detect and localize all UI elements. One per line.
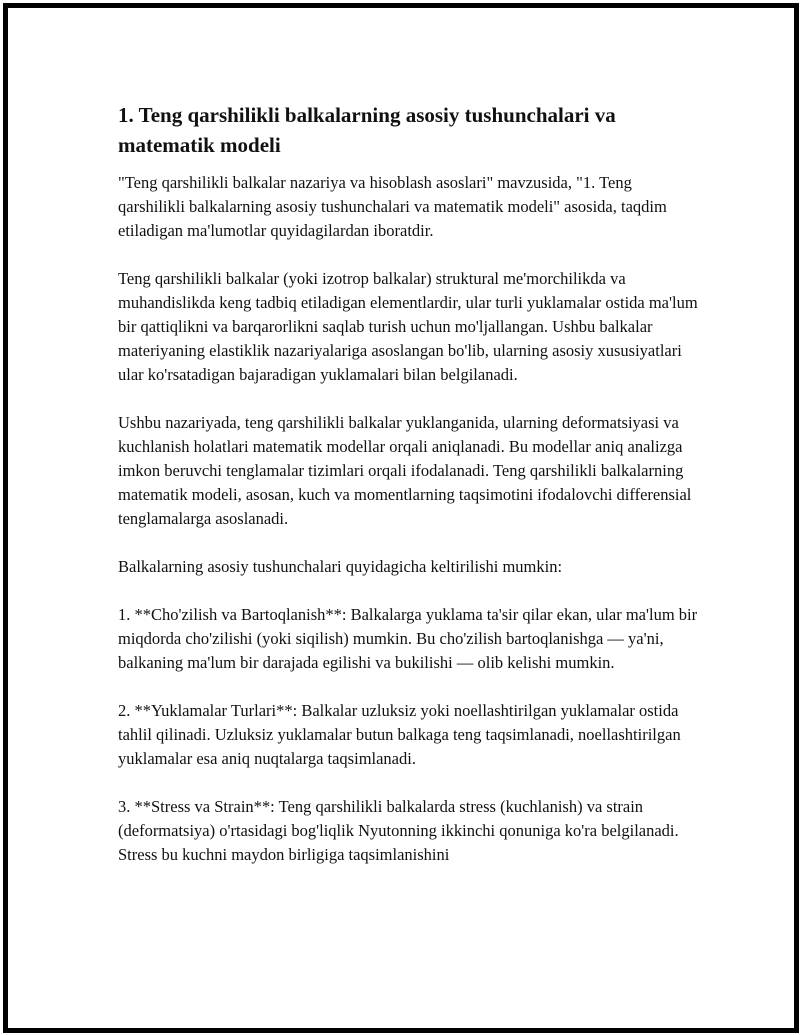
concepts-intro-paragraph: Balkalarning asosiy tushunchalari quyidagicha keltirilishi mumkin: <box>118 557 563 576</box>
section-heading: 1. Teng qarshilikli balkalarning asosiy tushunchalari va matematik modeli <box>118 103 616 157</box>
list-item-stress-strain: 3. **Stress va Strain**: Teng qarshilikli balkalarda stress (kuchlanish) va strain (deformatsiya) o'rtasidagi bog'liqlik Nyutonning ikkinchi qonuniga ko'ra belgilanadi. Stress bu kuchni maydon birligiga taqsimlanishini <box>118 797 679 864</box>
page-frame <box>3 3 799 1033</box>
list-item-stretching: 1. **Cho'zilish va Bartoqlanish**: Balkalarga yuklama ta'sir qilar ekan, ular ma'lum bir miqdorda cho'zilishi (yoki siqilish) mumkin. Bu cho'zilish bartoqlanishga — ya'ni, balkaning ma'lum bir darajada egilishi va bukilishi — olib kelishi mumkin. <box>118 605 698 672</box>
document-body <box>118 100 698 891</box>
list-item-load-types: 2. **Yuklamalar Turlari**: Balkalar uzluksiz yoki noellashtirilgan yuklamalar ostida tahlil qilinadi. Uzluksiz yuklamalar butun balkaga teng taqsimlanadi, noellashtirilgan yuklamalar esa aniq nuqtalarga taqsimlanadi. <box>118 701 681 768</box>
theory-paragraph: Ushbu nazariyada, teng qarshilikli balkalar yuklanganida, ularning deformatsiyasi va kuchlanish holatlari matematik modellar orqali aniqlanadi. Bu modellar aniq analizga imkon beruvchi tenglamalar tizimlari orqali ifodalanadi. Teng qarshilikli balkalarning matematik modeli, asosan, kuch va momentlarning taqsimotini ifodalovchi differensial tenglamalarga asoslanadi. <box>118 413 692 528</box>
intro-paragraph: "Teng qarshilikli balkalar nazariya va hisoblash asoslari" mavzusida, "1. Teng qarshilikli balkalarning asosiy tushunchalari va matematik modeli" asosida, taqdim etiladigan ma'lumotlar quyidagilardan iboratdir. <box>118 173 667 240</box>
definition-paragraph: Teng qarshilikli balkalar (yoki izotrop balkalar) struktural me'morchilikda va muhandislikda keng tadbiq etiladigan elementlardir, ular turli yuklamalar ostida ma'lum bir qattiqlikni va barqarorlikni saqlab turish uchun mo'ljallangan. Ushbu balkalar materiyaning elastiklik nazariyalariga asoslangan bo'lib, ularning asosiy xususiyatlari ular ko'rsatadigan bajaradigan yuklamalari bilan belgilanadi. <box>118 269 698 384</box>
